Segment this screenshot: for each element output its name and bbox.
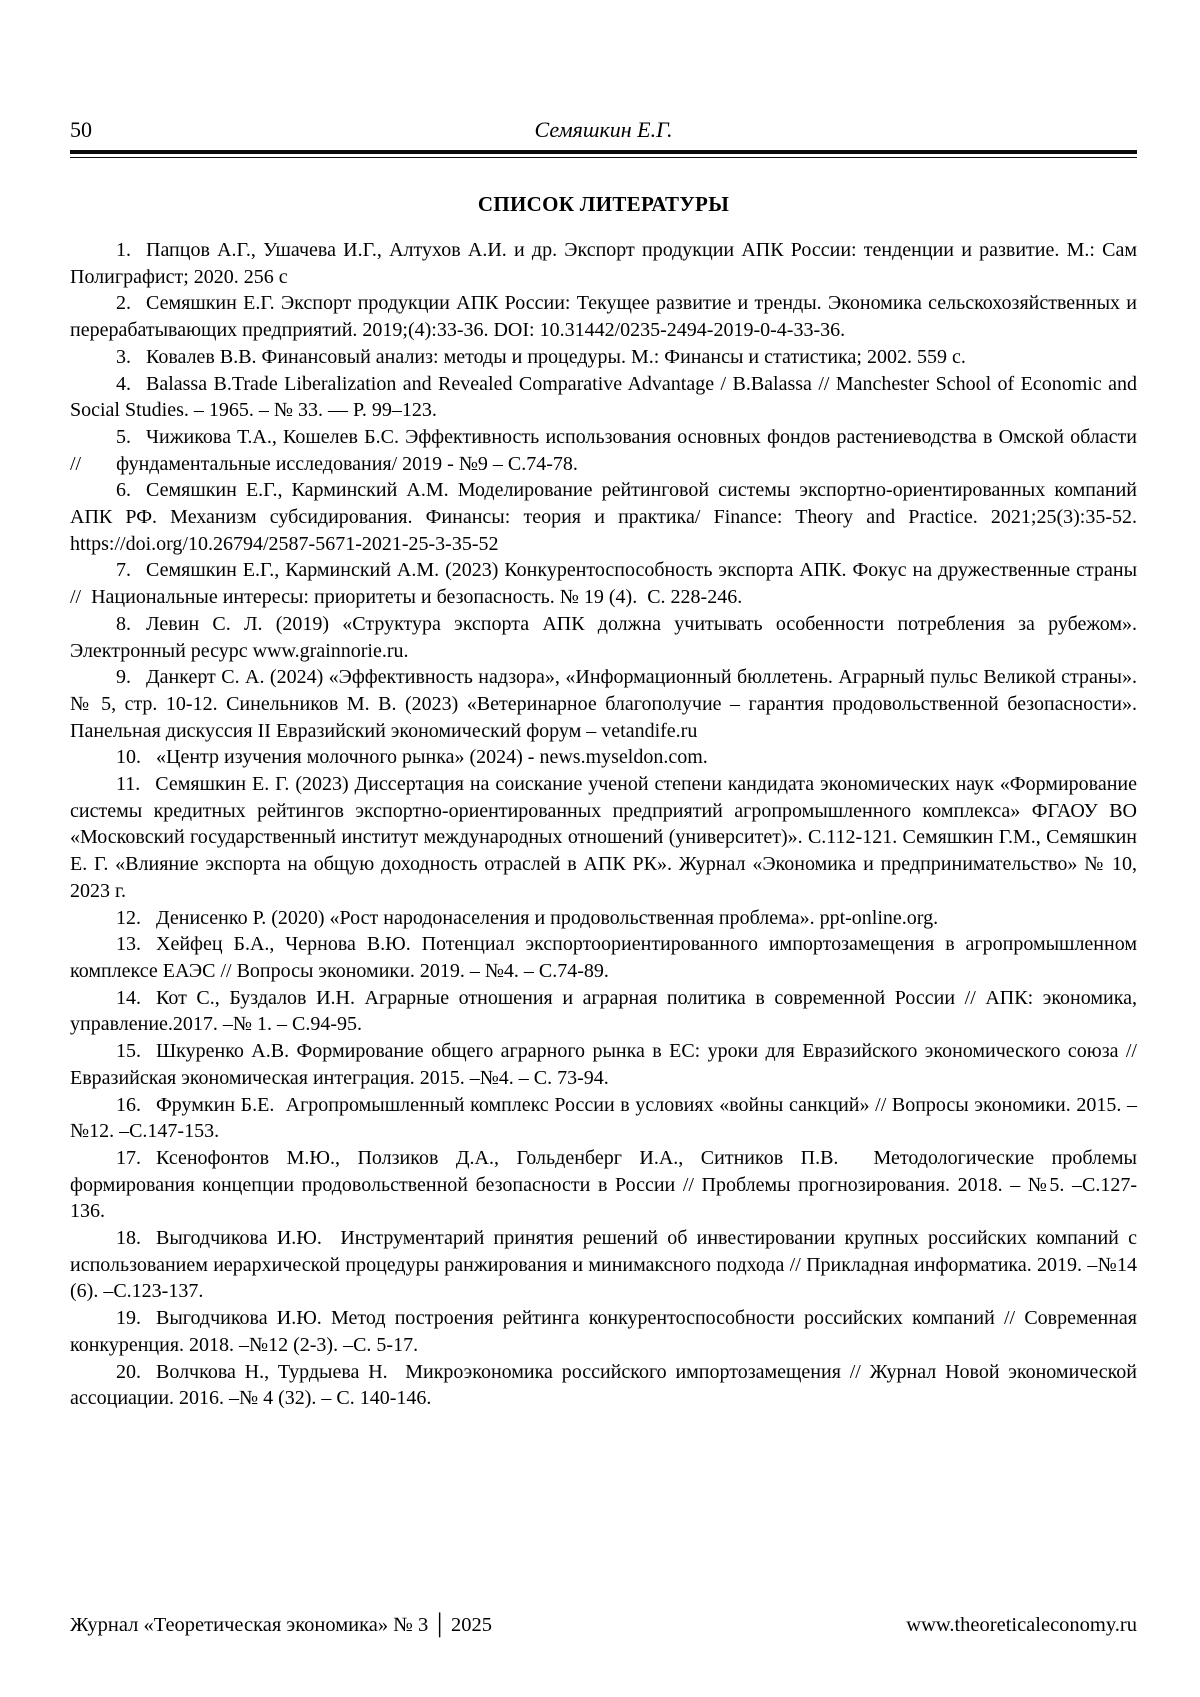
reference-item <box>70 1359 1137 1412</box>
page-header <box>70 116 1137 144</box>
reference-number: 5. <box>116 425 131 448</box>
reference-item <box>70 371 1137 424</box>
reference-number: 2. <box>116 292 131 315</box>
reference-number: 10. <box>116 746 141 769</box>
reference-item <box>70 771 1137 905</box>
reference-number: 8. <box>116 612 131 635</box>
reference-number: 20. <box>116 1360 141 1383</box>
reference-number: 11. <box>116 773 141 796</box>
reference-item <box>70 905 1137 932</box>
reference-number: 7. <box>116 559 131 582</box>
header-rule <box>70 150 1137 158</box>
section-title: СПИСОК ЛИТЕРАТУРЫ <box>477 192 730 216</box>
reference-text: Семяшкин Е.Г., Карминский А.М. (2023) Конкурентоспособность экспорта АПК. Фокус на дружественные страны // Национальные интересы: приоритеты и безопасность. № 19 (4). С. 228-246. <box>70 559 1137 609</box>
reference-item <box>70 931 1137 984</box>
reference-item <box>70 344 1137 371</box>
reference-text: Денисенко Р. (2020) «Рост народонаселения и продовольственная проблема». ppt-online.org. <box>156 906 939 929</box>
reference-text: Выгодчикова И.Ю. Инструментарий принятия решений об инвестировании крупных российских компаний с использованием иерархической процедуры ранжирования и минимаксного подхода // Прикладная информатика. 2019. –№14 (6). –С.123-137. <box>70 1227 1137 1303</box>
reference-item <box>70 1305 1137 1358</box>
page-footer <box>70 1612 1137 1639</box>
footer-journal-title: Журнал «Теоретическая экономика» № 3 │ 2025 <box>70 1614 492 1636</box>
reference-text: Balassa B.Trade Liberalization and Revealed Comparative Advantage / B.Balassa // Manchester School of Economic and Social Studies. – 1965. – № 33. –– P. 99–123. <box>70 372 1137 422</box>
reference-item <box>70 477 1137 557</box>
page-number: 50 <box>70 117 92 142</box>
reference-item <box>70 557 1137 610</box>
reference-text: Семяшкин Е.Г. Экспорт продукции АПК России: Текущее развитие и тренды. Экономика сельскохозяйственных и перерабатывающих предприятий. 2019;(4):33-36. DOI: 10.31442/0235-2494-2019-0-4-33-36. <box>70 292 1137 342</box>
reference-text: Чижикова Т.А., Кошелев Б.С. Эффективность использования основных фондов растениеводства в Омской области // фундаментальные исследования/ 2019 - №9 – С.74-78. <box>70 425 1137 475</box>
reference-text: Папцов А.Г., Ушачева И.Г., Алтухов А.И. и др. Экспорт продукции АПК России: тенденции и развитие. М.: Сам Полиграфист; 2020. 256 с <box>70 239 1137 288</box>
reference-text: Ковалев В.В. Финансовый анализ: методы и процедуры. М.: Финансы и статистика; 2002. 559 с. <box>146 345 966 368</box>
reference-number: 3. <box>116 345 131 368</box>
reference-number: 4. <box>116 372 131 395</box>
reference-text: «Центр изучения молочного рынка» (2024) - news.myseldon.com. <box>156 746 708 769</box>
reference-text: Данкерт С. А. (2024) «Эффективность надзора», «Информационный бюллетень. Аграрный пульс Великой страны». № 5, стр. 10-12. Синельников М. В. (2023) «Ветеринарное благополучие – гарантия продовольственной безопасности». Панельная дискуссия II Евразийский экономический форум – vetandife.ru <box>70 666 1137 742</box>
reference-text: Шкуренко А.В. Формирование общего аграрного рынка в ЕС: уроки для Евразийского экономического союза // Евразийская экономическая интеграция. 2015. –№4. – С. 73-94. <box>70 1040 1137 1089</box>
reference-item <box>70 237 1137 290</box>
reference-number: 19. <box>116 1307 141 1330</box>
reference-text: Ксенофонтов М.Ю., Ползиков Д.А., Гольденберг И.А., Ситников П.В. Методологические проблемы формирования концепции продовольственной безопасности в России // Проблемы прогнозирования. 2018. – №5. –С.127-136. <box>70 1146 1137 1223</box>
reference-item <box>70 985 1137 1038</box>
reference-number: 18. <box>116 1227 141 1250</box>
running-author: Семяшкин Е.Г. <box>534 117 673 142</box>
references-list <box>70 237 1137 1412</box>
reference-text: Волчкова Н., Турдыева Н. Микроэкономика российского импортозамещения // Журнал Новой экономической ассоциации. 2016. –№ 4 (32). – С. 140-146. <box>70 1360 1137 1410</box>
reference-number: 12. <box>116 906 141 929</box>
reference-number: 14. <box>116 986 141 1009</box>
reference-item <box>70 1145 1137 1225</box>
reference-number: 1. <box>116 239 131 261</box>
reference-item <box>70 1092 1137 1145</box>
reference-item <box>70 664 1137 744</box>
reference-item <box>70 611 1137 664</box>
reference-text: Семяшкин Е. Г. (2023) Диссертация на соискание ученой степени кандидата экономических наук «Формирование системы кредитных рейтингов экспортно-ориентированных предприятий агропромышленного комплекса» ФГАОУ ВО «Московский государственный институт международных отношений (университет)». С.112-121. Семяшкин Г.М., Семяшкин Е. Г. «Влияние экспорта на общую доходность отраслей в АПК РК». Журнал «Экономика и предпринимательство» № 10, 2023 г. <box>70 773 1137 902</box>
reference-number: 9. <box>116 666 131 689</box>
reference-item <box>70 1038 1137 1091</box>
reference-number: 6. <box>116 479 131 502</box>
reference-text: Семяшкин Е.Г., Карминский А.М. Моделирование рейтинговой системы экспортно-ориентированных компаний АПК РФ. Механизм субсидирования. Финансы: теория и практика/ Finance: Theory and Practice. 2021;25(3):35-52. https://doi.org/10.26794/2587-5671-2021-25-3-35-52 <box>70 479 1137 555</box>
reference-number: 13. <box>116 933 141 956</box>
reference-item <box>70 424 1137 477</box>
reference-text: Фрумкин Б.Е. Агропромышленный комплекс России в условиях «войны санкций» // Вопросы экономики. 2015. –№12. –С.147-153. <box>70 1093 1137 1143</box>
page-content <box>70 0 1137 1412</box>
reference-number: 16. <box>116 1093 141 1116</box>
footer-website-url: www.theoreticaleconomy.ru <box>906 1614 1137 1636</box>
reference-item <box>70 290 1137 343</box>
reference-item <box>70 1225 1137 1305</box>
reference-text: Хейфец Б.А., Чернова В.Ю. Потенциал экспортоориентированного импортозамещения в агропромышленном комплексе ЕАЭС // Вопросы экономики. 2019. – №4. – С.74-89. <box>70 933 1137 982</box>
reference-text: Выгодчикова И.Ю. Метод построения рейтинга конкурентоспособности российских компаний // Современная конкуренция. 2018. –№12 (2-3). –С. 5-17. <box>70 1307 1137 1356</box>
reference-item <box>70 744 1137 771</box>
reference-number: 15. <box>116 1040 141 1063</box>
reference-number: 17. <box>116 1146 141 1169</box>
reference-text: Кот С., Буздалов И.Н. Аграрные отношения и аграрная политика в современной России // АПК: экономика, управление.2017. –№ 1. – С.94-95. <box>70 986 1137 1036</box>
reference-text: Левин С. Л. (2019) «Структура экспорта АПК должна учитывать особенности потребления за рубежом». Электронный ресурс www.grainnorie.ru. <box>70 612 1137 662</box>
